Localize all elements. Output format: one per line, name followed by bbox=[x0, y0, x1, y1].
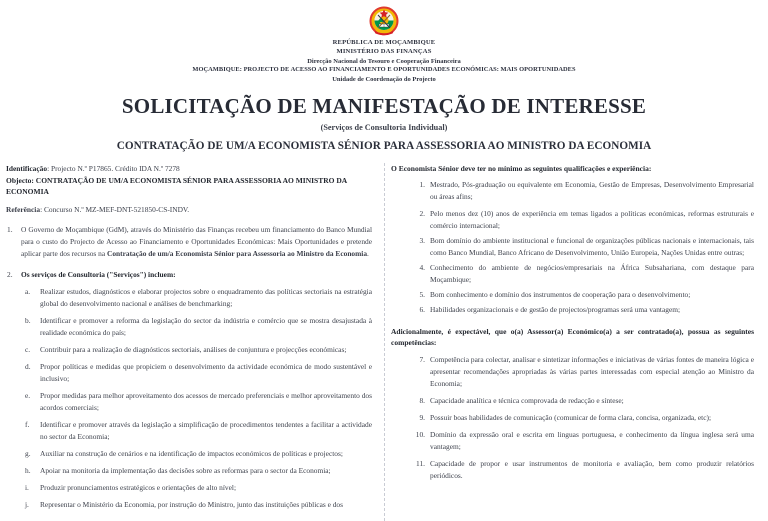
list-item-text: Capacidade de propor e usar instrumentos de monitoria e avaliação, bem como produzir relatórios periódicos. bbox=[430, 458, 754, 480]
list-item-marker: 7. bbox=[419, 354, 425, 364]
list-item-text: Possuir boas habilidades de comunicação (comunicar de forma clara, concisa, organizada, etc); bbox=[430, 412, 712, 422]
list-item bbox=[391, 179, 754, 203]
list-item-text: Auxiliar na construção de cenários e na identificação de impactos económicos de políticas e projectos; bbox=[40, 448, 343, 458]
objecto-label: Objecto bbox=[6, 175, 32, 185]
list-item bbox=[391, 354, 754, 390]
list-item bbox=[6, 448, 372, 460]
list-item bbox=[391, 458, 754, 482]
paragraph-1-marker: 1. bbox=[7, 225, 13, 235]
objecto-value: CONTRATAÇÃO DE UM/A ECONOMISTA SÉNIOR PARA ASSESSORIA AO MINISTRO DA ECONOMIA bbox=[6, 175, 347, 197]
list-item bbox=[6, 482, 372, 494]
list-item-marker: 6. bbox=[419, 305, 425, 315]
list-item-marker: 8. bbox=[419, 395, 425, 405]
column-divider bbox=[384, 163, 385, 521]
list-item-marker: 2. bbox=[419, 209, 425, 219]
list-item-text: Pelo menos dez (10) anos de experiência em temas ligados a políticas económicas, reformas estruturais e comércio internacional; bbox=[430, 209, 754, 231]
list-item bbox=[391, 395, 754, 407]
list-item-text: Bom conhecimento e domínio dos instrumentos de cooperação para o desenvolvimento; bbox=[430, 290, 691, 300]
qualifications-heading: O Economista Sénior deve ter no mínimo as seguintes qualificações e experiência: bbox=[391, 164, 652, 174]
ministry-name: MINISTÉRIO DAS FINANÇAS bbox=[336, 47, 432, 55]
list-item-text: Identificar e promover a reforma da legislação do sector da indústria e comércio que se mostra desajustada à realidade económica do país; bbox=[40, 316, 372, 338]
directorate-name: Direcção Nacional do Tesouro e Cooperação Financeira bbox=[307, 57, 461, 65]
referencia-label: Referência bbox=[6, 204, 41, 214]
list-item-text: Contribuir para a realização de diagnósticos sectoriais, análises de conjuntura e projecções económicas; bbox=[40, 345, 347, 355]
list-item-text: Representar o Ministério da Economia, por instrução do Ministro, junto das instituições públicas e dos bbox=[40, 499, 343, 509]
identificacao-value: Projecto N.º P17865. Crédito IDA N.º 7278 bbox=[50, 164, 180, 174]
list-item bbox=[391, 429, 754, 453]
list-item-marker: e. bbox=[25, 391, 31, 401]
list-item-text: Propor políticas e medidas que propiciem o desenvolvimento da actividade económica de modo sustentável e inclusivo; bbox=[40, 362, 372, 384]
paragraph-1-text-end: . bbox=[367, 249, 369, 259]
mozambique-coat-of-arms-icon bbox=[368, 5, 400, 37]
paragraph-1-emphasis: Contratação de um/a Economista Sénior para Assessoria ao Ministro da Economia bbox=[106, 249, 368, 259]
paragraph-2-body: Os serviços de Consultoria ("Serviços") incluem: bbox=[21, 270, 176, 280]
objecto-line bbox=[6, 175, 372, 198]
competencies-heading: Adicionalmente, é expectável, que o(a) Assessor(a) Económico(a) a ser contratado(a), possua as seguintes competências: bbox=[391, 327, 754, 348]
list-item bbox=[6, 419, 372, 443]
list-item-marker: f. bbox=[25, 420, 30, 430]
list-item-marker: 3. bbox=[419, 236, 425, 246]
list-item-text: Domínio da expressão oral e escrita em linguas portuguesa, e conhecimento da língua inglesa será uma vantagem; bbox=[430, 429, 754, 451]
list-item bbox=[391, 304, 754, 316]
referencia-line bbox=[6, 204, 372, 215]
list-item-marker: 11. bbox=[416, 458, 425, 468]
list-item-text: Competência para colectar, analisar e sintetizar informações e iniciativas de várias fontes de maneira lógica e apresentar recomendações apropriadas às várias partes interessadas com especial atenção ao Ministro da Economia; bbox=[430, 354, 754, 388]
list-item-text: Habilidades organizacionais e de gestão de projectos/programas será uma vantagem; bbox=[430, 305, 681, 315]
page-subtitle: (Serviços de Consultoria Individual) bbox=[320, 123, 448, 133]
emblem-container bbox=[6, 4, 762, 38]
referencia-value: Concurso N.º MZ-MEF-DNT-521850-CS-INDV. bbox=[43, 204, 190, 214]
list-item bbox=[6, 361, 372, 385]
list-item bbox=[6, 465, 372, 477]
list-item-text: Conhecimento do ambiente de negócios/empresariais na África Subsahariana, com destaque para Moçambique; bbox=[430, 263, 754, 285]
identificacao-label: Identificação bbox=[6, 164, 48, 174]
list-item-marker: c. bbox=[25, 345, 31, 355]
list-item bbox=[6, 499, 372, 511]
list-item-marker: h. bbox=[25, 465, 31, 475]
list-item-text: Bom domínio do ambiente institucional e funcional de organizações públicas nacionais e internacionais, tais como Banco Mundial, Banco Africano de Desenvolvimento, União Europeia, Nações Unidas entre outras; bbox=[430, 236, 754, 258]
list-item-marker: 1. bbox=[419, 180, 425, 190]
right-column bbox=[380, 163, 754, 511]
paragraph-1-text: O Governo de Moçambique (GdM), através do Ministério das Finanças recebeu um financiamento do Banco Mundial para o custo do Projecto de Acesso ao Financiamento e Oportunidades Económicas: Mais Oportunidades e pretende aplicar parte dos recursos na bbox=[21, 225, 372, 259]
page-secondary-title: CONTRATAÇÃO DE UM/A ECONOMISTA SÉNIOR PARA ASSESSORIA AO MINISTRO DA ECONOMIA bbox=[116, 140, 652, 153]
list-item-marker: 9. bbox=[419, 412, 425, 422]
coordination-unit: Unidade de Coordenação do Projecto bbox=[332, 75, 436, 83]
list-item bbox=[391, 208, 754, 232]
paragraph-2 bbox=[6, 269, 372, 281]
list-item bbox=[391, 412, 754, 424]
list-item-marker: 4. bbox=[419, 263, 425, 273]
qualifications-list bbox=[391, 179, 754, 316]
list-item bbox=[391, 262, 754, 286]
list-item-marker: g. bbox=[25, 448, 31, 458]
body-columns bbox=[6, 163, 762, 511]
paragraph-1 bbox=[6, 224, 372, 260]
referencia-colon: : bbox=[40, 204, 44, 214]
list-item bbox=[391, 235, 754, 259]
list-item bbox=[6, 390, 372, 414]
list-item-marker: d. bbox=[25, 362, 31, 372]
identificacao-line bbox=[6, 163, 372, 174]
competencies-list bbox=[391, 354, 754, 482]
list-item-text: Realizar estudos, diagnósticos e elaborar projectos sobre o enquadramento das políticas sectoriais na estratégia global do desenvolvimento nacional e análises de benchmarking; bbox=[40, 287, 372, 309]
left-column bbox=[6, 163, 380, 511]
list-item-text: Mestrado, Pós-graduação ou equivalente em Economia, Gestão de Empresas, Desenvolvimento Empresarial ou áreas afins; bbox=[430, 180, 754, 202]
list-item-marker: j. bbox=[25, 499, 29, 509]
paragraph-1-body bbox=[21, 224, 372, 260]
list-item-text: Produzir pronunciamentos estratégicos e orientações de alto nível; bbox=[40, 482, 236, 492]
list-item bbox=[6, 286, 372, 310]
project-name: MOÇAMBIQUE: PROJECTO DE ACESSO AO FINANCIAMENTO E OPORTUNIDADES ECONÓMICAS: MAIS OPORTUNIDADES bbox=[192, 65, 576, 73]
list-item-marker: 10. bbox=[415, 429, 425, 439]
list-item-text: Identificar e promover através da legislação a simplificação de procedimentos tendentes a facilitar a actividade no sector da Economia; bbox=[40, 420, 372, 441]
identificacao-colon: : bbox=[47, 164, 51, 174]
republic-name: REPÚBLICA DE MOÇAMBIQUE bbox=[332, 39, 436, 46]
list-item-text: Capacidade analítica e técnica comprovada de redacção e síntese; bbox=[430, 395, 624, 405]
document-masthead bbox=[6, 4, 762, 84]
list-item-text: Propor medidas para melhor aproveitamento dos acessos de mercado preferenciais e melhor aproveitamento dos acordos comerciais; bbox=[40, 391, 372, 413]
page-title: SOLICITAÇÃO DE MANIFESTAÇÃO DE INTERESSE bbox=[121, 93, 647, 118]
list-item bbox=[391, 289, 754, 301]
objecto-colon: : bbox=[31, 175, 36, 185]
list-item-text: Apoiar na monitoria da implementação das decisões sobre as reformas para o sector da Economia; bbox=[40, 465, 331, 475]
list-item bbox=[6, 315, 372, 339]
list-item-marker: a. bbox=[25, 287, 31, 297]
list-item-marker: b. bbox=[25, 316, 31, 326]
list-item bbox=[6, 344, 372, 356]
paragraph-2-marker: 2. bbox=[7, 270, 13, 280]
list-item-marker: 5. bbox=[419, 290, 425, 300]
services-list bbox=[6, 286, 372, 511]
list-item-marker: i. bbox=[25, 482, 29, 492]
